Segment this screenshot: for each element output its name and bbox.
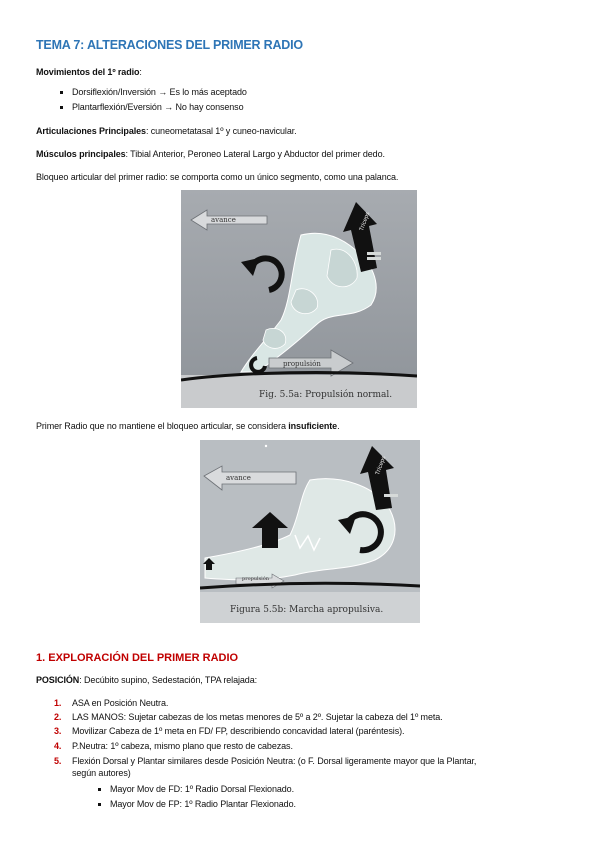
step-text: LAS MANOS: Sujetar cabezas de los metas menores de 5º a 2º. Sujetar la cabeza del 1º meta. xyxy=(72,712,443,722)
label-triceps: Tríceps xyxy=(359,211,372,233)
bullet-icon xyxy=(98,803,101,806)
sub-item-text: Mayor Mov de FD: 1º Radio Dorsal Flexionado. xyxy=(110,784,294,794)
list-item xyxy=(110,799,296,810)
bullet-icon xyxy=(98,788,101,791)
step-number: 2. xyxy=(54,712,62,722)
posicion-text: : Decúbito supino, Sedestación, TPA relajada: xyxy=(79,675,257,685)
list-item xyxy=(54,741,293,752)
figure-b-caption: Figura 5.5b: Marcha apropulsiva. xyxy=(230,605,384,615)
movimientos-colon: : xyxy=(139,67,142,77)
label-avance: avance xyxy=(226,474,251,482)
insuficiente-line xyxy=(36,421,339,432)
step-number: 5. xyxy=(54,756,62,766)
label-propulsion: propulsión xyxy=(242,576,270,582)
articulaciones-label: Articulaciones Principales xyxy=(36,126,146,136)
list-item-text: Dorsiflexión/Inversión → Es lo más aceptado xyxy=(72,87,247,97)
step-number: 3. xyxy=(54,726,62,736)
figure-b-illustration xyxy=(200,440,420,623)
insuficiente-text: Primer Radio que no mantiene el bloqueo articular, se considera xyxy=(36,421,289,431)
list-item xyxy=(72,102,244,113)
list-item xyxy=(54,726,405,737)
step-number: 1. xyxy=(54,698,62,708)
posicion-line xyxy=(36,675,257,686)
articulaciones-line xyxy=(36,126,297,137)
page-title: TEMA 7: ALTERACIONES DEL PRIMER RADIO xyxy=(36,38,303,52)
bullet-icon xyxy=(60,91,63,94)
bullet-icon xyxy=(60,106,63,109)
section-title: 1. EXPLORACIÓN DEL PRIMER RADIO xyxy=(36,652,239,664)
list-item xyxy=(54,712,443,723)
movimientos-heading-line xyxy=(36,67,142,78)
movimientos-heading: Movimientos del 1º radio xyxy=(36,67,140,77)
step-text: Movilizar Cabeza de 1º meta en FD/ FP, describiendo concavidad lateral (paréntesis). xyxy=(72,726,405,736)
insuficiente-bold: insuficiente xyxy=(288,421,338,431)
list-item xyxy=(54,698,169,709)
step-text: Flexión Dorsal y Plantar similares desde Posición Neutra: (o F. Dorsal ligeramente mayor que la Plantar, xyxy=(72,756,477,766)
step-text: ASA en Posición Neutra. xyxy=(72,698,169,708)
label-propulsion: propulsión xyxy=(283,360,321,368)
figure-marcha-apropulsiva xyxy=(200,440,420,623)
musculos-text: : Tibial Anterior, Peroneo Lateral Largo y Abductor del primer dedo. xyxy=(125,149,385,159)
step-text: P.Neutra: 1º cabeza, mismo plano que resto de cabezas. xyxy=(72,741,293,751)
sub-item-text: Mayor Mov de FP: 1º Radio Plantar Flexionado. xyxy=(110,799,296,809)
figure-propulsion-normal xyxy=(181,190,417,408)
list-item-text: Plantarflexión/Eversión → No hay consenso xyxy=(72,102,244,112)
bloqueo-text: Bloqueo articular del primer radio: se comporta como un único segmento, como una palanca. xyxy=(36,172,399,182)
insuficiente-end: . xyxy=(337,421,340,431)
articulaciones-text: : cuneometatasal 1º y cuneo-navicular. xyxy=(145,126,297,136)
list-item xyxy=(110,784,294,795)
list-item xyxy=(72,87,247,98)
figure-a-caption: Fig. 5.5a: Propulsión normal. xyxy=(259,390,393,400)
posicion-label: POSICIÓN xyxy=(36,675,80,685)
musculos-line xyxy=(36,149,385,160)
label-avance: avance xyxy=(211,216,236,224)
step-number: 4. xyxy=(54,741,62,751)
list-item xyxy=(54,756,477,767)
label-triceps: Tríceps xyxy=(375,455,388,477)
musculos-label: Músculos principales xyxy=(36,149,126,159)
list-item-continuation: según autores) xyxy=(72,768,131,778)
